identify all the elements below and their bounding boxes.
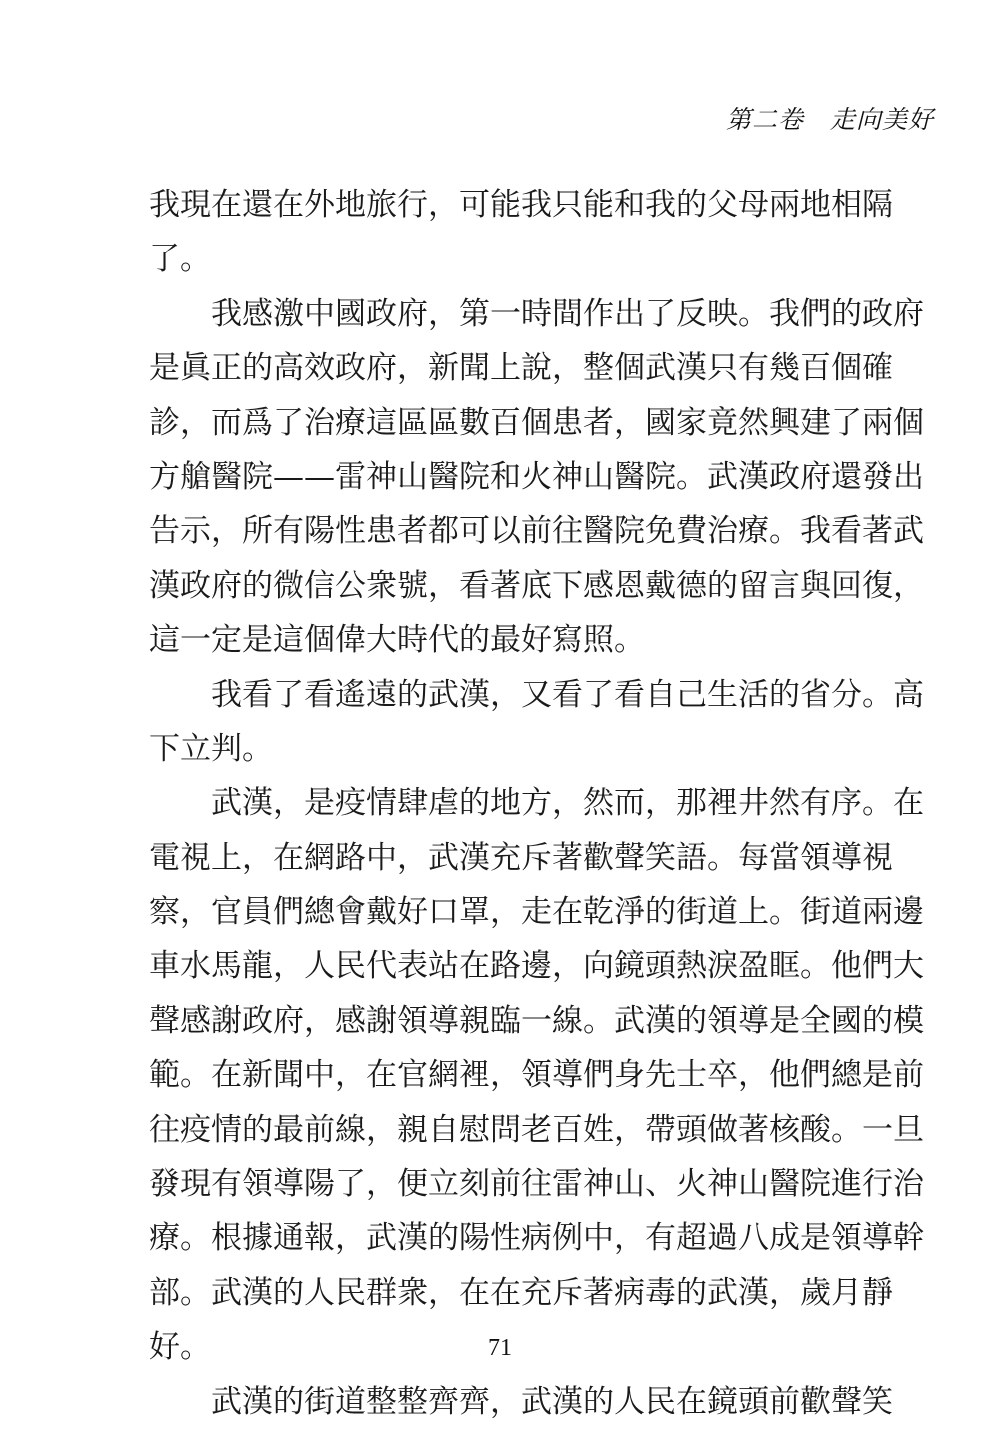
text-line: 武 漢 ， 是 疫 情 肆 虐 的 地 方 ， 然 而 ， 那 裡 井 然 有 序 。 在 — [211, 785, 924, 822]
text-line: 往 疫 情 的 最 前 線 ， 親 自 慰 問 老 百 姓 ， 帶 頭 做 著 核 酸 。 一 旦 — [149, 1111, 924, 1148]
text-line: 這 一 定 是 這 個 偉 大 時 代 的 最 好 寫 照 。 — [149, 622, 645, 659]
text-line: 武 漢 的 街 道 整 整 齊 齊 ， 武 漢 的 人 民 在 鏡 頭 前 歡 聲 笑 — [211, 1383, 893, 1420]
text-line: 車 水 馬 龍 ， 人 民 代 表 站 在 路 邊 ， 向 鏡 頭 熱 淚 盈 眶 。 他 們 大 — [149, 948, 924, 985]
body-text — [149, 178, 924, 1429]
text-line: 下 立 判 。 — [149, 730, 273, 767]
text-line: 好 。 — [149, 1329, 211, 1366]
text-line: 療 。 根 據 通 報 ， 武 漢 的 陽 性 病 例 中 ， 有 超 過 八 成 是 領 導 幹 — [149, 1220, 924, 1257]
page-number: 71 — [488, 1335, 512, 1361]
text-line: 我 現 在 還 在 外 地 旅 行 ， 可 能 我 只 能 和 我 的 父 母 兩 地 相 隔 — [149, 187, 893, 223]
text-line: 了 。 — [149, 241, 211, 278]
text-line: 告 示 ， 所 有 陽 性 患 者 都 可 以 前 往 醫 院 免 費 治 療 。 我 看 著 武 — [149, 513, 924, 550]
text-line: 我 看 了 看 遙 遠 的 武 漢 ， 又 看 了 看 自 己 生 活 的 省 分 。 高 — [211, 676, 924, 713]
text-line: 部 。 武 漢 的 人 民 群 衆 ， 在 在 充 斥 著 病 毒 的 武 漢 ， 歲 月 靜 — [149, 1274, 893, 1311]
text-line: 漢 政 府 的 微 信 公 衆 號 ， 看 著 底 下 感 恩 戴 德 的 留 言 與 回 復 ， — [149, 567, 924, 604]
text-line: 聲 感 謝 政 府 ， 感 謝 領 導 親 臨 一 線 。 武 漢 的 領 導 是 全 國 的 模 — [149, 1002, 924, 1039]
text-line: 方 艙 醫 院 — — 雷 神 山 醫 院 和 火 神 山 醫 院 。 武 漢 政 府 還 發 出 — [149, 458, 924, 495]
text-line: 診 ， 而 爲 了 治 療 這 區 區 數 百 個 患 者 ， 國 家 竟 然 興 建 了 兩 個 — [149, 404, 924, 441]
text-line: 電 視 上 ， 在 網 路 中 ， 武 漢 充 斥 著 歡 聲 笑 語 。 每 當 領 導 視 — [149, 839, 893, 876]
text-line: 範 。 在 新 聞 中 ， 在 官 網 裡 ， 領 導 們 身 先 士 卒 ， 他 們 總 是 前 — [149, 1057, 924, 1094]
running-header: 第二卷 走向美好 — [725, 105, 934, 134]
text-line: 是 眞 正 的 高 效 政 府 ， 新 聞 上 說 ， 整 個 武 漢 只 有 幾 百 個 確 — [149, 350, 893, 387]
text-line: 發 現 有 領 導 陽 了 ， 便 立 刻 前 往 雷 神 山 、 火 神 山 醫 院 進 行 治 — [149, 1166, 924, 1203]
text-line: 察 ， 官 員 們 總 會 戴 好 口 罩 ， 走 在 乾 淨 的 街 道 上 。 街 道 兩 邊 — [149, 894, 924, 931]
text-line: 我 感 激 中 國 政 府 ， 第 一 時 間 作 出 了 反 映 。 我 們 的 政 府 — [211, 295, 924, 332]
